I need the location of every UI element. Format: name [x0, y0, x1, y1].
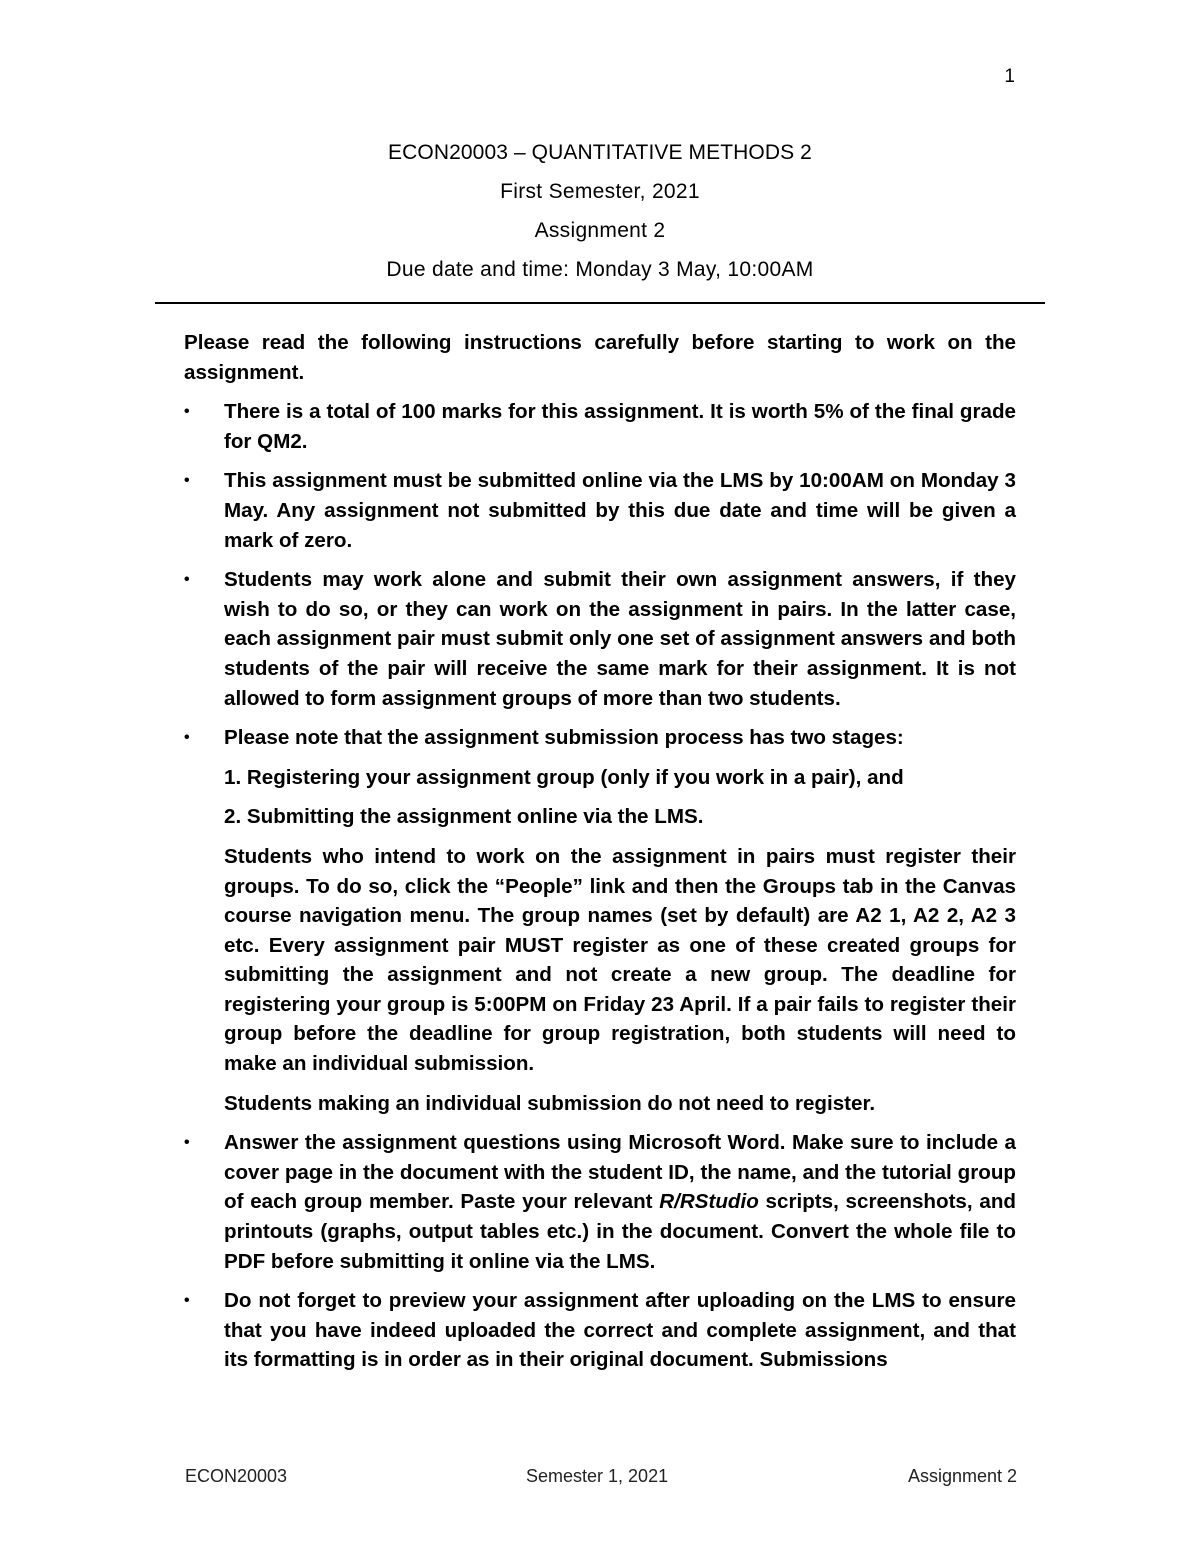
footer-course-code: ECON20003	[185, 1466, 288, 1486]
word-text-part1: Answer the assignment questions using Microsoft Word. Make sure to include a cover page in the document with the student ID, the name, and the tutorial group of each group member. Paste your relevant	[224, 1131, 1016, 1214]
course-title: ECON20003 – QUANTITATIVE METHODS 2	[388, 141, 812, 164]
group-registration-paragraph: Students who intend to work on the assignment in pairs must register their groups. To do so, click the “People” link and then the Groups tab in the Canvas course navigation menu. The group names (set by default) are A2 1, A2 2, A2 3 etc. Every assignment pair MUST register as one of these created groups for submitting the assignment and not create a new group. The deadline for registering your group is 5:00PM on Friday 23 April. If a pair fails to register their group before the deadline for group registration, both students will need to make an individual submission.	[224, 844, 1016, 1076]
bullet-item	[184, 1286, 1016, 1375]
stage-one: 1. Registering your assignment group (only if you work in a pair), and	[224, 765, 904, 789]
semester-line: First Semester, 2021	[500, 180, 700, 203]
bullet-icon: •	[184, 1292, 190, 1310]
footer-semester: Semester 1, 2021	[526, 1466, 669, 1486]
stage-two: 2. Submitting the assignment online via the LMS.	[224, 805, 704, 829]
bullet-item	[184, 397, 1016, 456]
bullet-text-stages: Please note that the assignment submission process has two stages:	[224, 726, 904, 750]
bullet-icon: •	[184, 571, 190, 589]
bullet-item	[184, 565, 1016, 713]
due-date-line: Due date and time: Monday 3 May, 10:00AM	[386, 258, 814, 281]
bullet-icon: •	[184, 403, 190, 421]
bullet-item	[184, 723, 1016, 1118]
bullet-item	[184, 466, 1016, 555]
assignment-title: Assignment 2	[534, 219, 666, 242]
document-header	[0, 133, 1200, 289]
bullet-text-word	[224, 1128, 1016, 1276]
bullet-item	[184, 1128, 1016, 1276]
bullet-text-preview: Do not forget to preview your assignment after uploading on the LMS to ensure that you have indeed uploaded the correct and complete assignment, and that its formatting is in order as in their original document. Submissions	[224, 1289, 1016, 1372]
bullet-text-pairs: Students may work alone and submit their own assignment answers, if they wish to do so, or they can work on the assignment in pairs. In the latter case, each assignment pair must submit only one set of assignment answers and both students of the pair will receive the same mark for their assignment. It is not allowed to form assignment groups of more than two students.	[224, 568, 1016, 710]
bullet-icon: •	[184, 472, 190, 490]
software-name: R/RStudio	[659, 1190, 759, 1214]
bullet-icon: •	[184, 1134, 190, 1152]
bullet-text-marks: There is a total of 100 marks for this assignment. It is worth 5% of the final grade for QM2.	[224, 400, 1016, 453]
individual-submission-note: Students making an individual submission do not need to register.	[224, 1091, 876, 1115]
instructions-body	[184, 328, 1016, 1385]
bullet-text-submission: This assignment must be submitted online via the LMS by 10:00AM on Monday 3 May. Any assignment not submitted by this due date and time will be given a mark of zero.	[224, 469, 1016, 552]
footer-assignment: Assignment 2	[907, 1466, 1017, 1486]
header-divider	[155, 302, 1045, 304]
page-number: 1	[1004, 66, 1015, 87]
intro-paragraph: Please read the following instructions carefully before starting to work on the assignment.	[184, 331, 1016, 384]
word-text-part2: scripts, screenshots, and printouts (graphs, output tables etc.) in the document. Convert the whole file to PDF before submitting it online via the LMS.	[224, 1190, 1016, 1273]
bullet-icon: •	[184, 729, 190, 747]
